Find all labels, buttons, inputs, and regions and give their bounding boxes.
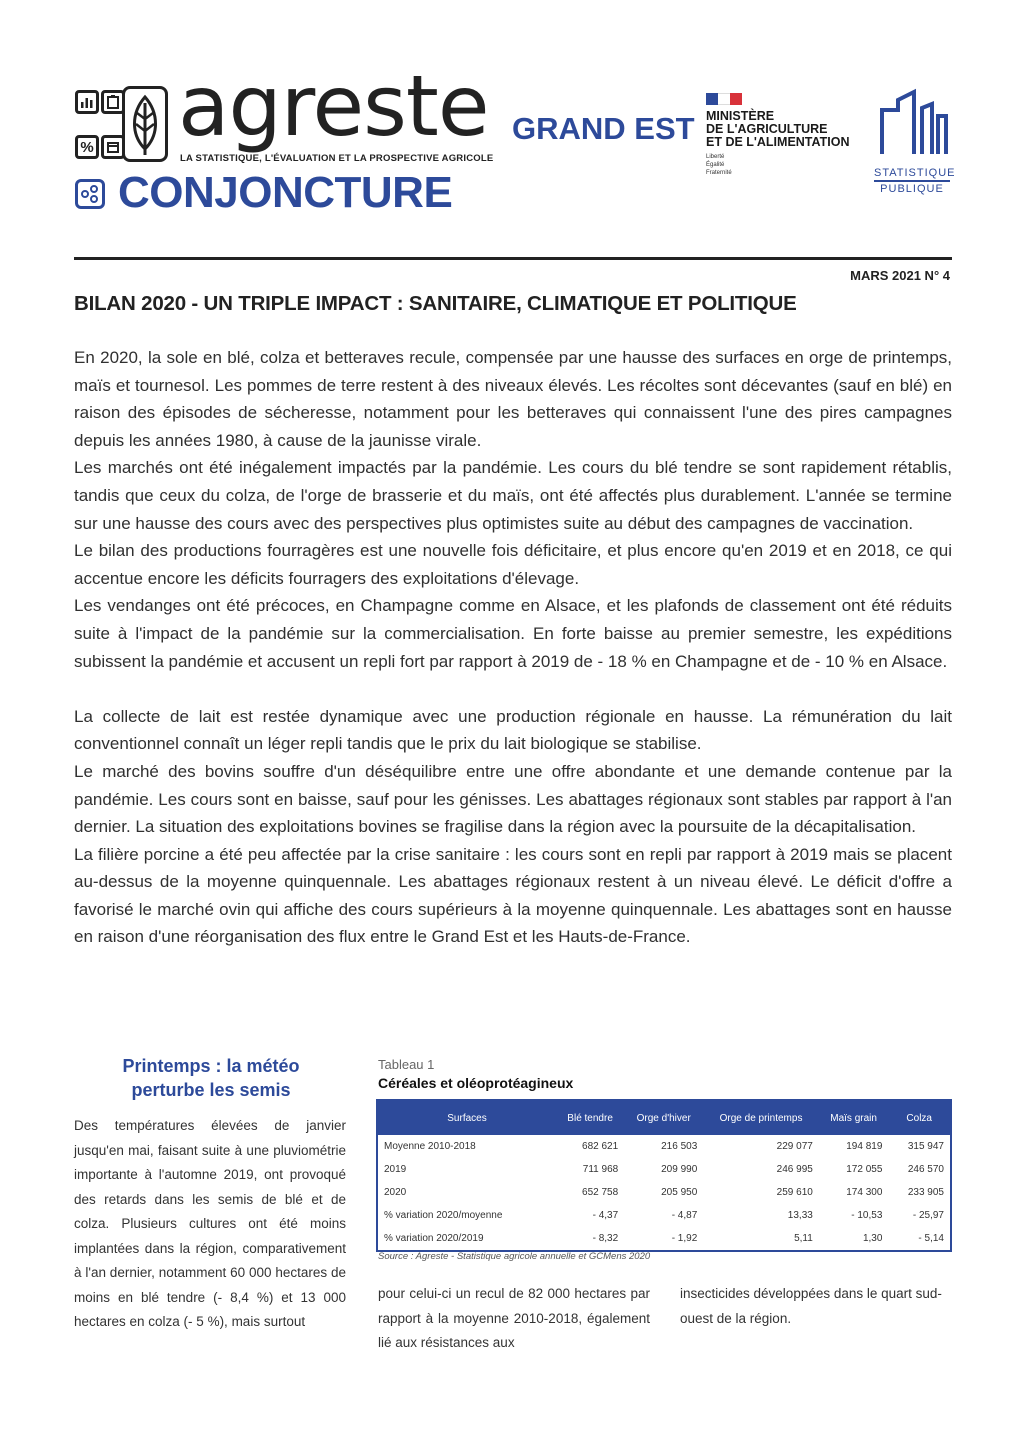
table-cell: - 1,92 bbox=[671, 1233, 698, 1244]
intro-paragraph: Les marchés ont été inégalement impactés par la pandémie. Les cours du blé tendre se sont rapidement rétablis, tandis que ceux du colza, de l'orge de brasserie et du maïs, ont été affectés plus durablement. L'année se termine sur une hausse des cours avec des perspectives plus optimistes suite au début des campagnes de vaccination. bbox=[74, 458, 952, 533]
table-cell: 13,33 bbox=[787, 1210, 813, 1221]
table-title: Céréales et oléoprotéagineux bbox=[378, 1075, 574, 1091]
table-cell: 229 077 bbox=[776, 1141, 813, 1152]
leaf-icon bbox=[122, 86, 168, 162]
table-cell: - 10,53 bbox=[851, 1210, 883, 1221]
table-header-cell: Colza bbox=[888, 1100, 951, 1135]
intro-paragraph: Le bilan des productions fourragères est une nouvelle fois déficitaire, et plus encore qu'en 2019 et en 2018, ce qui accentue encore les déficits fourragers des exploitations d'élevage. bbox=[74, 541, 952, 588]
table-label: Tableau 1 bbox=[378, 1057, 435, 1072]
table-cell: 259 610 bbox=[776, 1187, 813, 1198]
intro-text bbox=[74, 344, 952, 951]
intro-paragraph: Les vendanges ont été précoces, en Champagne comme en Alsace, et les plafonds de classement ont été réduits suite à l'impact de la pandémie sur la commercialisation. En forte baisse au premier semestre, les expéditions subissent la pandémie et accusent un repli fort par rapport à 2019 de - 18 % en Champagne et de - 10 % en Alsace. bbox=[74, 596, 952, 671]
table-row bbox=[377, 1135, 951, 1158]
intro-paragraph: La filière porcine a été peu affectée par la crise sanitaire : les cours sont en repli par rapport à 2019 mais se placent au-dessus de la moyenne quinquennale. Les abattages régionaux restent à un niveau élevé. Le déficit d'offre a favorisé le marché ovin qui affiche des cours supérieurs à la moyenne quinquennale. Les abattages sont en hausse en raison d'une réorganisation des flux entre le Grand Est et les Hauts-de-France. bbox=[74, 844, 952, 947]
table-cell: 652 758 bbox=[582, 1187, 619, 1198]
ministry-name: MINISTÈRE DE L'AGRICULTURE ET DE L'ALIMENTATION bbox=[706, 109, 850, 149]
intro-paragraph: Le marché des bovins souffre d'un déséquilibre entre une offre abondante et une demande contenue par la pandémie. Les cours sont en baisse, sauf pour les génisses. Les abattages régionaux sont stables par rapport à l'an dernier. La situation des exploitations bovines se fragilise dans la région avec la poursuite de la décapitalisation. bbox=[74, 761, 952, 837]
table-cell: 682 621 bbox=[582, 1141, 619, 1152]
issue-date-number: MARS 2021 N° 4 bbox=[850, 268, 950, 283]
header-divider bbox=[74, 257, 952, 260]
table-header-cell: Blé tendre bbox=[556, 1100, 624, 1135]
intro-paragraph: La collecte de lait est restée dynamique avec une production régionale en hausse. La rémunération du lait conventionnel connaît un léger repli tandis que le prix du lait biologique se stabilise. bbox=[74, 706, 952, 754]
table-header-row bbox=[377, 1100, 951, 1135]
series-name: CONJONCTURE bbox=[118, 168, 453, 217]
table-cell: - 4,37 bbox=[592, 1210, 619, 1221]
page-title: BILAN 2020 - UN TRIPLE IMPACT : SANITAIRE, CLIMATIQUE ET POLITIQUE bbox=[74, 292, 797, 315]
republic-flag-icon bbox=[706, 93, 742, 105]
table-row bbox=[377, 1158, 951, 1181]
table-cell: 315 947 bbox=[907, 1141, 944, 1152]
table-cell: 2019 bbox=[384, 1164, 407, 1175]
table-cell: 209 990 bbox=[661, 1164, 698, 1175]
table-cell: - 8,32 bbox=[592, 1233, 619, 1244]
table-cell: 711 968 bbox=[582, 1164, 619, 1175]
section-heading: Printemps : la météo perturbe les semis bbox=[122, 1056, 300, 1100]
table-cell: % variation 2020/2019 bbox=[384, 1233, 484, 1244]
table-row bbox=[377, 1181, 951, 1204]
table-row bbox=[377, 1227, 951, 1251]
table-cell: - 25,97 bbox=[912, 1210, 944, 1221]
table-cell: 246 995 bbox=[776, 1164, 813, 1175]
table-cell: 5,11 bbox=[794, 1233, 813, 1244]
table-cell: 246 570 bbox=[907, 1164, 944, 1175]
crops-table bbox=[376, 1099, 952, 1252]
column-text-1: Des températures élevées de janvier jusqu'en mai, faisant suite à une pluviométrie importante à l'automne 2019, ont provoqué des retards dans les semis de blé et de colza. Plusieurs cultures ont été moins implantées dans la région, comparativement à l'an dernier, notamment 60 000 hectares de moins en blé tendre (- 8,4 %) et 13 000 hectares en colza (- 5 %), mais surtout bbox=[74, 1118, 346, 1329]
table-cell: 194 819 bbox=[846, 1141, 883, 1152]
statistique-publique-logo bbox=[878, 88, 948, 158]
brand-name: agreste bbox=[178, 57, 489, 155]
statistique-publique-label: STATISTIQUE PUBLIQUE bbox=[874, 167, 956, 195]
table-cell: 172 055 bbox=[846, 1164, 883, 1175]
table-header-cell: Orge d'hiver bbox=[624, 1100, 703, 1135]
share-icon bbox=[75, 179, 105, 209]
table-cell: 2020 bbox=[384, 1187, 407, 1198]
table-cell: % variation 2020/moyenne bbox=[384, 1210, 503, 1221]
table-header-cell: Maïs grain bbox=[819, 1100, 889, 1135]
republic-motto: Liberté Égalité Fraternité bbox=[706, 154, 732, 176]
bar-chart-icon bbox=[75, 90, 99, 114]
table-source: Source : Agreste - Statistique agricole annuelle et GCMens 2020 bbox=[378, 1251, 651, 1262]
table-header-cell: Surfaces bbox=[377, 1100, 556, 1135]
table-cell: - 4,87 bbox=[671, 1210, 698, 1221]
table-cell: Moyenne 2010-2018 bbox=[384, 1141, 476, 1152]
table-cell: - 5,14 bbox=[918, 1233, 944, 1244]
column-text-3: insecticides développées dans le quart sud-ouest de la région. bbox=[680, 1286, 942, 1326]
brand-tagline: LA STATISTIQUE, L'ÉVALUATION ET LA PROSPECTIVE AGRICOLE bbox=[180, 153, 494, 164]
table-cell: 205 950 bbox=[661, 1187, 698, 1198]
column-text-2: pour celui-ci un recul de 82 000 hectares par rapport à la moyenne 2010-2018, également lié aux résistances aux bbox=[378, 1286, 650, 1350]
table-row bbox=[377, 1204, 951, 1227]
region-name: GRAND EST bbox=[512, 111, 695, 146]
table-cell: 174 300 bbox=[846, 1187, 883, 1198]
table-cell: 1,30 bbox=[862, 1233, 883, 1244]
table-header-cell: Orge de printemps bbox=[703, 1100, 819, 1135]
intro-paragraph: En 2020, la sole en blé, colza et betteraves recule, compensée par une hausse des surfaces en orge de printemps, maïs et tournesol. Les pommes de terre restent à des niveaux élevés. Les récoltes sont décevantes (sauf en blé) en raison des épisodes de sécheresse, notamment pour les betteraves qui connaissent l'une des pires campagnes depuis les années 1980, à cause de la jaunisse virale. bbox=[74, 348, 952, 450]
percent-icon: % bbox=[75, 135, 99, 159]
table-cell: 216 503 bbox=[661, 1141, 698, 1152]
table-cell: 233 905 bbox=[907, 1187, 944, 1198]
